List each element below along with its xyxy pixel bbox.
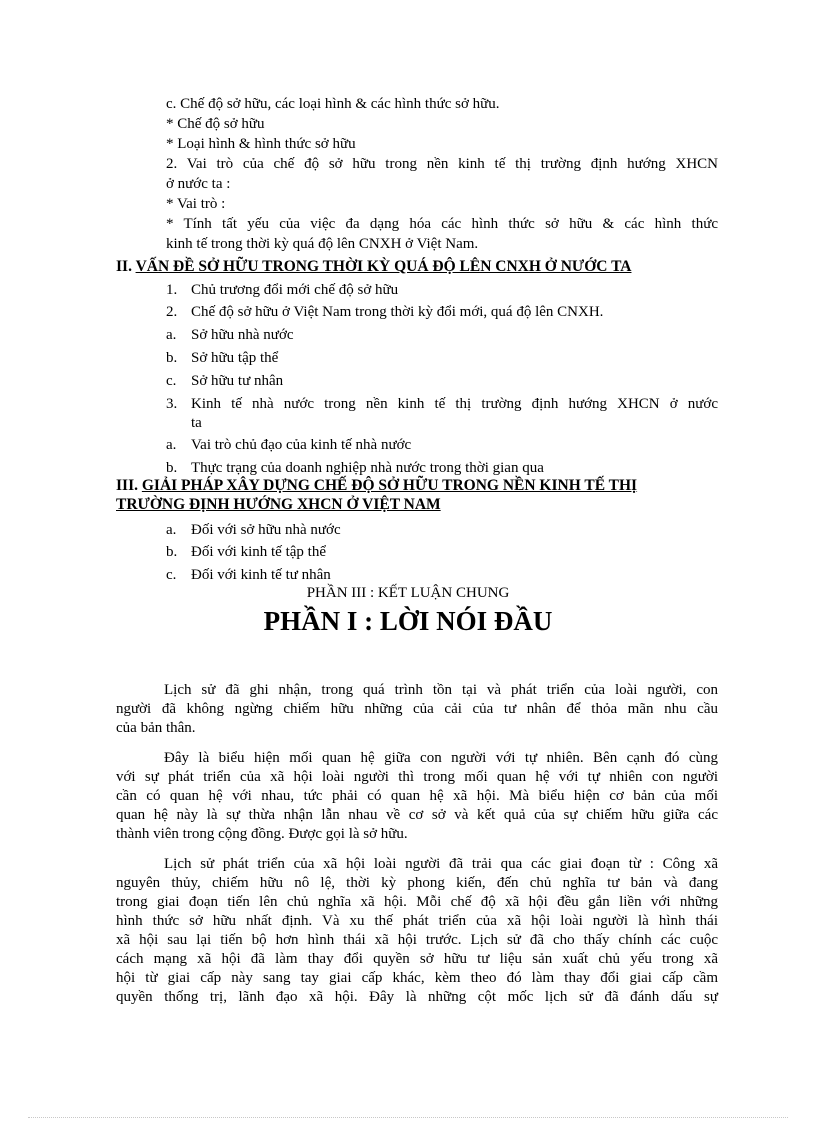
list-marker: b. (166, 544, 178, 560)
section-2-number: II. (116, 258, 132, 275)
paragraph-1-line3: của bản thân. (116, 720, 196, 736)
list-item: Đối với sở hữu nhà nước (191, 522, 341, 538)
paragraph-3-line: Lịch sử phát triển của xã hội loài người đã trải qua các giai đoạn từ : Công xã (164, 856, 718, 872)
list-item: Đối với kinh tế tư nhân (191, 567, 331, 583)
bullet-ownership-regime: * Chế độ sở hữu (166, 116, 265, 132)
bullet-role: * Vai trò : (166, 196, 226, 212)
list-marker: c. (166, 373, 177, 389)
section-2-heading (116, 257, 631, 277)
list-marker: 1. (166, 282, 178, 298)
list-marker: 3. (166, 396, 178, 412)
list-marker: a. (166, 522, 177, 538)
section-2-title: VẤN ĐỀ SỞ HỮU TRONG THỜI KỲ QUÁ ĐỘ LÊN CNXH Ở NƯỚC TA (135, 258, 632, 275)
paragraph-2-line: Đây là biểu hiện mối quan hệ giữa con người với tự nhiên. Bên cạnh đó cùng (164, 750, 718, 766)
paragraph-3-line: hội từ giai cấp này sang tay giai cấp khác, kèm theo đó làm thay đổi giai cấp cầm (116, 970, 718, 986)
bullet-necessity-line2: kinh tế trong thời kỳ quá độ lên CNXH ở Việt Nam. (166, 236, 479, 252)
list-marker: b. (166, 460, 178, 476)
list-marker: a. (166, 327, 177, 343)
paragraph-3-line: hình thức sở hữu nhất định. Và xu thế phát triển của xã hội loài người là hình thái (116, 913, 718, 929)
paragraph-3-line: quyền thống trị, lãnh đạo xã hội. Đây là những cột mốc lịch sử đã đánh dấu sự (116, 989, 718, 1005)
section-3-number: III. (116, 477, 138, 494)
item-c-ownership: c. Chế độ sở hữu, các loại hình & các hình thức sở hữu. (166, 96, 500, 112)
list-item: Kinh tế nhà nước trong nền kinh tế thị trường định hướng XHCN ở nước (191, 396, 718, 412)
list-item: Sở hữu tập thể (191, 350, 279, 366)
list-item: Chủ trương đổi mới chế độ sở hữu (191, 282, 399, 298)
section-3-title-line1: GIẢI PHÁP XÂY DỰNG CHẾ ĐỘ SỞ HỮU TRONG NỀN KINH TẾ THỊ (141, 477, 638, 494)
list-marker: c. (166, 567, 177, 583)
paragraph-1-line1: Lịch sử đã ghi nhận, trong quá trình tồn tại và phát triển của loài người, con (164, 682, 718, 698)
list-item: Sở hữu tư nhân (191, 373, 284, 389)
list-item: Sở hữu nhà nước (191, 327, 294, 343)
paragraph-1-line2: người đã không ngừng chiếm hữu những của cải của tư nhân để thỏa mãn nhu cầu (116, 701, 718, 717)
list-item-continuation: ta (191, 415, 202, 431)
section-3-heading-line1 (116, 476, 637, 496)
paragraph-3-line: nguyên thủy, chiếm hữu nô lệ, thời kỳ phong kiến, đến chủ nghĩa tư bản và đang (116, 875, 718, 891)
paragraph-2-line: với sự phát triển của xã hội loài người thì trong mối quan hệ với tự nhiên con người (116, 769, 718, 785)
paragraph-2-line: quan hệ này là sự thừa nhận lẫn nhau về cơ sở và kết quả của sự chiếm hữu giữa các (116, 807, 718, 823)
paragraph-3-line: xã hội sau lại tiến bộ hơn hình thái xã hội trước. Lịch sử đã cho thấy chính các cuộc (116, 932, 718, 948)
page-bottom-border (28, 1117, 788, 1118)
list-item: Vai trò chủ đạo của kinh tế nhà nước (191, 437, 412, 453)
list-item: Chế độ sở hữu ở Việt Nam trong thời kỳ đổi mới, quá độ lên CNXH. (191, 304, 604, 320)
paragraph-2-line: thành viên trong cộng đồng. Được gọi là sở hữu. (116, 826, 408, 842)
paragraph-3-line: trong giai đoạn tiến lên chủ nghĩa xã hội. Mỗi chế độ xã hội đều gắn liền với những (116, 894, 718, 910)
part-3-heading: PHẦN III : KẾT LUẬN CHUNG (306, 585, 510, 601)
paragraph-2-line: cần có quan hệ với nhau, tức phải có quan hệ xã hội. Mà biểu hiện cơ bản của mối (116, 788, 718, 804)
item-2-role-line1: 2. Vai trò của chế độ sở hữu trong nền kinh tế thị trường định hướng XHCN (166, 156, 718, 172)
page-title: PHẦN I : LỜI NÓI ĐẦU (263, 606, 553, 636)
list-marker: 2. (166, 304, 178, 320)
list-marker: b. (166, 350, 178, 366)
bullet-types-forms: * Loại hình & hình thức sở hữu (166, 136, 356, 152)
item-2-role-line2: ở nước ta : (166, 176, 231, 192)
list-marker: a. (166, 437, 177, 453)
section-3-title-line2: TRƯỜNG ĐỊNH HƯỚNG XHCN Ở VIỆT NAM (116, 496, 441, 513)
bullet-necessity-line1: * Tính tất yếu của việc đa dạng hóa các hình thức sở hữu & các hình thức (166, 216, 718, 232)
paragraph-3-line: cách mạng xã hội đã làm thay đổi quyền sở hữu tư liệu sản xuất chủ yếu trong xã (116, 951, 718, 967)
list-item: Thực trạng của doanh nghiệp nhà nước trong thời gian qua (191, 460, 544, 476)
list-item: Đối với kinh tế tập thể (191, 544, 326, 560)
